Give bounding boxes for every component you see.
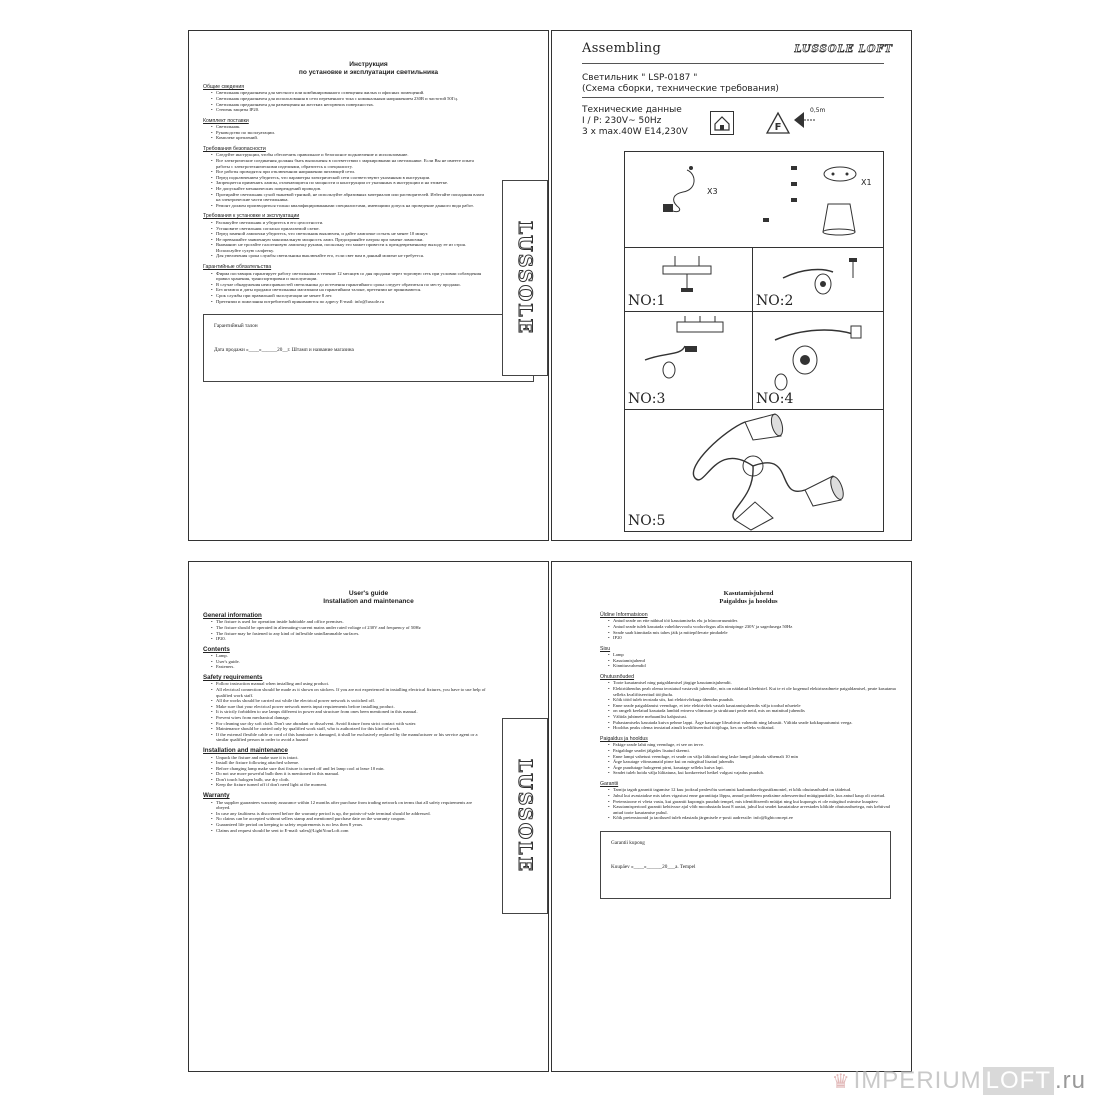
list-item: • Не превышайте заявленную максимальную мощность ламп. Предохраняйте патрон при замене лампочки. bbox=[211, 237, 484, 243]
step-2-cell bbox=[753, 248, 883, 312]
list-item: • Ärge kasutage võimsamaid pirne kui on märgitud lisatud juhendis bbox=[608, 759, 897, 765]
step-4-label: NO:4 bbox=[756, 391, 794, 407]
list-item: • Kasutamisjuhend bbox=[608, 658, 897, 664]
et-section bbox=[600, 781, 897, 821]
svg-text:F: F bbox=[774, 122, 782, 133]
list-item: • Все работы проводятся при отключенном напряжении питающей сети. bbox=[211, 169, 484, 175]
step-2-label: NO:2 bbox=[756, 293, 794, 309]
product-model: Светильник " LSP-0187 " bbox=[582, 73, 698, 83]
section-heading: General information bbox=[203, 611, 262, 619]
list-item: • Протирайте светильник сухой тканевой тряпкой, не используйте абразивных материалов или растворителей. Избегайте попадания влаги на электрические части светильника. bbox=[211, 192, 484, 203]
crown-icon: ♛ bbox=[831, 1070, 851, 1093]
list-item: • Antud seade tuleb kasutada vahelduvvoolu vooluvõrgus alla nimipinge 230V ja sagedusega 50Hz bbox=[608, 624, 897, 630]
list-item: • Срок службы при правильной эксплуатации не менее 8 лет. bbox=[211, 293, 484, 299]
list-item: • Светильник предназначен для размещения на жестких негорючих поверхностях. bbox=[211, 102, 484, 108]
list-item: • Не допускайте механических повреждений проводов. bbox=[211, 186, 484, 192]
list-item: • Claims and request should be sent to E-mail: sales@LightYourLoft.com bbox=[211, 828, 486, 834]
section-heading: Garantii bbox=[600, 780, 619, 787]
section-heading: Installation and maintenance bbox=[203, 747, 288, 754]
lussole-side-logo: LUSSOLE bbox=[502, 180, 548, 376]
bullet-list bbox=[608, 742, 897, 776]
list-item: • Juhul kui avastatakse mis tahes vigastusi enne garantiiaja lõppu, annud probleem peaksime adresseeritud müügipunktile, kus antud kaup oli ostetud. bbox=[608, 793, 897, 799]
bullet-list bbox=[211, 220, 484, 259]
en-section bbox=[203, 613, 486, 642]
bullet-list bbox=[211, 619, 486, 641]
list-item: • Lamp bbox=[608, 652, 897, 658]
assembling-heading: Assembling bbox=[582, 41, 662, 56]
list-item: • Fasteners. bbox=[211, 664, 486, 670]
list-item: • Don't touch halogen bulb, use dry cloth. bbox=[211, 777, 486, 783]
list-item: • The fixture may be fastened to any kind of inflexible uninflammable surfaces. bbox=[211, 631, 486, 637]
divider bbox=[582, 63, 884, 64]
list-item: • Follow instruction manual when installing and using product. bbox=[211, 681, 486, 687]
bullet-list bbox=[608, 618, 897, 640]
list-item: • All electrical connection should be made as it shown on stickers. If you are not experienced in installing electrical fixtures, you have to use help of qualified work staff. bbox=[211, 687, 486, 698]
lussole-side-logo: LUSSOLE bbox=[502, 718, 548, 914]
list-item: • Make sure that your electrical power network meets input requirements before installing product. bbox=[211, 704, 486, 710]
list-item: • Toote kasutamisel ning paigaldamisel järgige kasutamisjuhendit. bbox=[608, 680, 897, 686]
list-item: • Pretensioone ei võeta vastu, kui garantii kupongis puudub tempel, mis identifitseerib müüjat ning kui kupongis ei ole märgitud ostmise kuupäev. bbox=[608, 799, 897, 805]
ru-coupon-line: Дата продажи «____»______20__г. Штамп и название магазина bbox=[214, 347, 354, 354]
qty-x3-label: X3 bbox=[707, 187, 718, 196]
qty-x1-label: X1 bbox=[861, 178, 872, 187]
assembly-diagram-grid bbox=[624, 151, 884, 532]
section-heading: Комплект поставки bbox=[203, 117, 249, 124]
parts-list-cell bbox=[625, 152, 883, 248]
bullet-list bbox=[211, 653, 486, 670]
list-item: • If the external flexible cable or cord of this luminaire is damaged, it shall be exclusively replaced by the manufacturer or his service agent or a similar qualified person in order to avoid a hazard bbox=[211, 732, 486, 743]
english-user-guide-page bbox=[188, 561, 549, 1072]
list-item: • Do not use more powerful bulb then it is mentioned in this manual. bbox=[211, 771, 486, 777]
list-item: • Внимание: не трогайте галогеновую лампочку руками, поскольку это может привести к преждевременному выходу ее из строя. Используйте сухую салфетку. bbox=[211, 242, 484, 253]
list-item: • Kinnitusvahendid bbox=[608, 663, 897, 669]
step-3-label: NO:3 bbox=[628, 391, 666, 407]
brand-logo: LUSSOLE LOFT bbox=[794, 44, 893, 55]
list-item: • Paigaldage seadet jälgides lisatud skeemi. bbox=[608, 748, 897, 754]
et-title: Kasutamisjuhend Paigaldus ja hooldus bbox=[719, 590, 778, 606]
list-item: • The fixture is used for operation inside habitable and office premises. bbox=[211, 619, 486, 625]
section-heading: Safety requirements bbox=[203, 673, 263, 681]
indoor-use-icon bbox=[710, 111, 734, 135]
list-item: • Puhastamiseks kasutada kuiva pehme lappi. Ärge kasutage lihvabivat vahendit ning lahustit. Vältida seade kokkupuutumist veega. bbox=[608, 720, 897, 726]
ru-warranty-coupon bbox=[203, 314, 534, 382]
et-section bbox=[600, 674, 897, 731]
en-sections bbox=[203, 613, 486, 833]
list-item: • Lamp. bbox=[211, 653, 486, 659]
list-item: • on rangelt keelatud kasutada lambid erineva võimsuse ja struktuuri peale neid, mis on mainitud juhendis bbox=[608, 708, 897, 714]
section-heading: Paigaldus ja hooldus bbox=[600, 735, 648, 742]
section-heading: Гарантийные обязательства bbox=[203, 264, 272, 271]
list-item: • Фирма поставщик гарантирует работу светильника в течение 12 месяцев со дня продажи через торговую сеть при условии соблюдения правил хранения, транспортировки и эксплуатации. bbox=[211, 271, 484, 282]
list-item: • Vältida juhtmete mehaanilist kahjustust. bbox=[608, 714, 897, 720]
ru-section bbox=[203, 84, 484, 113]
list-item: • Pakige seade lahti ning veenduge, et see on terve. bbox=[608, 742, 897, 748]
list-item: • IP20. bbox=[211, 636, 486, 642]
list-item: • В случае обнаружения неисправностей светильника до истечения гарантийного срока следует обратиться по месту продажи. bbox=[211, 282, 484, 288]
list-item: • Распакуйте светильник и убедитесь в его целостности. bbox=[211, 220, 484, 226]
step-1-label: NO:1 bbox=[628, 293, 666, 309]
et-coupon-title: Garantii kupong bbox=[611, 839, 645, 846]
list-item: • Комплект креплений. bbox=[211, 135, 484, 141]
list-item: • In case any faultiness is discovered before the warranty period is up, the points-of-sale terminal should be addressed. bbox=[211, 811, 486, 817]
distance-icon: 0,5m bbox=[792, 107, 828, 135]
list-item: • Руководство по эксплуатации. bbox=[211, 130, 484, 136]
list-item: • Для увеличения срока службы светильника выключайте его, если свет вам в данный момент не требуется. bbox=[211, 253, 484, 259]
list-item: • Претензии и пожелания потребителей принимаются по адресу E-mail: info@lussole.ru bbox=[211, 299, 484, 305]
bullet-list bbox=[608, 652, 897, 669]
spec-voltage: I / P: 230V~ 50Hz bbox=[582, 116, 662, 126]
list-item: • Перед подключением убедитесь, что параметры электрической сети соответствуют указанным в инструкции. bbox=[211, 175, 484, 181]
step-5-label: NO:5 bbox=[628, 513, 666, 529]
section-heading: Contents bbox=[203, 645, 230, 653]
russian-instruction-page bbox=[188, 30, 549, 541]
bullet-list bbox=[211, 152, 484, 208]
section-heading: Ohutusnõuded bbox=[600, 673, 635, 680]
list-item: • Antud seade on ette nähtud töö kasutamiseks elu ja büroorruumides bbox=[608, 618, 897, 624]
bullet-list bbox=[211, 755, 486, 789]
list-item: • The supplier guarantees warranty assurance within 12 months after purchase from trading network on terms that all safety requirements are obeyed. bbox=[211, 800, 486, 811]
list-item: • Keep the fixture turned off if don't need light at the moment. bbox=[211, 782, 486, 788]
section-heading: Sisu bbox=[600, 645, 611, 652]
et-coupon-line: Kuupäev «____»______20___a. Tempel bbox=[611, 863, 696, 870]
step-1-cell bbox=[625, 248, 753, 312]
et-sections bbox=[600, 612, 897, 821]
et-section bbox=[600, 612, 897, 641]
spec-title: Технические данные bbox=[582, 105, 682, 115]
list-item: • Prevent wires from mechanical damage. bbox=[211, 715, 486, 721]
spec-lamps: 3 x max.40W E14,230V bbox=[582, 127, 688, 137]
ru-coupon-title: Гарантийный талон bbox=[214, 323, 258, 330]
en-section bbox=[203, 647, 486, 670]
list-item: • Перед заменой лампочки убедитесь, что светильник выключен, и дайте лампочке остыть не менее 10 минут. bbox=[211, 231, 484, 237]
section-heading: Üldine Informatsioon bbox=[600, 611, 648, 618]
list-item: • Запрещается применять лампы, отличающиеся по мощности и конструкции от указанных в инструкции и на этикетке. bbox=[211, 180, 484, 186]
section-heading: Общие сведения bbox=[203, 83, 245, 90]
ru-section bbox=[203, 146, 484, 208]
list-item: • Seadet tuleb hoida välja lülitatuna, kui konkreetsel hetkel valgust vajadus puudub. bbox=[608, 770, 897, 776]
section-heading: Требования к установке и эксплуатации bbox=[203, 213, 300, 220]
bullet-list bbox=[211, 90, 484, 112]
step-4-cell bbox=[753, 312, 883, 410]
list-item: • Tarnija tagab garantii tagamise 12 kuu jooksul pealevõtu soetamist kaubandusvõrgustikmontel, et kõik ohutusnõuded on täidetud. bbox=[608, 787, 897, 793]
list-item: • IP20 bbox=[608, 635, 897, 641]
list-item: • Светильник. bbox=[211, 124, 484, 130]
site-watermark: ♛ IMPERIUM LOFT .ru bbox=[831, 1067, 1086, 1094]
ru-section bbox=[203, 213, 484, 259]
ru-title: Инструкция по установке и эксплуатации светильника bbox=[298, 61, 439, 77]
list-item: • Kõik pretensioonid ja taotlused tuleb edastada järgmisele e-posti aadressile: info@lightconcept.ee bbox=[608, 815, 897, 821]
bullet-list bbox=[608, 680, 897, 730]
list-item: • Ремонт должен производиться только квалифицированными специалистами, имеющими допуск на проведение данного вида работ. bbox=[211, 203, 484, 209]
list-item: • Guaranteed life period on keeping to safety requirements is no less then 8 years. bbox=[211, 822, 486, 828]
bullet-list bbox=[608, 787, 897, 821]
list-item: • Seade saab kinnitada mis tahes jäik ja mittepõlevate pindadele bbox=[608, 630, 897, 636]
ru-sections bbox=[203, 84, 484, 304]
divider bbox=[582, 97, 884, 98]
list-item: • Enne lampi vahetust veenduge, et seade on välja lülitatud ning laske lampil jahtuda vähemalt 10 min bbox=[608, 754, 897, 760]
list-item: • Светильник предназначен для использования в сети переменного тока с номинальным напряжением 230В и частотой 50Гц. bbox=[211, 96, 484, 102]
en-section bbox=[203, 793, 486, 833]
list-item: • Kasutamisperiood garantii kehtivuse ajal võib moodustada kuni 8 aastat, juhul kui seadet kasutatakse arvestades kõikide ohutusnõuetega, mis kehtivad antud toote kasutamise puhul. bbox=[608, 804, 897, 815]
list-item: • No claims can be accepted without sellers stamp and mentioned purchase date on the warranty coupon. bbox=[211, 816, 486, 822]
list-item: • Maintenance should be carried only by qualified work staff, who is authorized for this kind of work. bbox=[211, 726, 486, 732]
en-section bbox=[203, 675, 486, 743]
bullet-list bbox=[211, 124, 484, 141]
list-item: • Все электрические соединения должны быть выполнены в соответствии с маркировками на светильнике. Если Вы не имеете опыта работы с электротехническими изделиями, обратитесь к специалисту. bbox=[211, 158, 484, 169]
assembling-scheme-page bbox=[551, 30, 912, 541]
list-item: • Ärge puudutage halogeeni pirni, kasutage selleks kuiva lapi. bbox=[608, 765, 897, 771]
et-warranty-coupon bbox=[600, 831, 891, 899]
list-item: • The fixture should be operated in alternating-current mains under rated voltage of 230V and frequency of 50Hz bbox=[211, 625, 486, 631]
ru-section bbox=[203, 264, 484, 304]
list-item: • Степень защиты IP20. bbox=[211, 107, 484, 113]
list-item: • Before changing lamp make sure that fixture is turned off and let lamp cool at lease 10 min. bbox=[211, 766, 486, 772]
list-item: • Следуйте инструкции, чтобы обеспечить правильное и безопасное подключение и использование. bbox=[211, 152, 484, 158]
list-item: • For cleaning use dry soft cloth. Don't use abradant or dissolvent. Avoid fixture from strict contact with water. bbox=[211, 721, 486, 727]
list-item: • Unpack the fixture and make sure it is intact. bbox=[211, 755, 486, 761]
list-item: • It is strictly forbidden to use lamps different in power and structure from ones been mentioned in this manual. bbox=[211, 709, 486, 715]
list-item: • Elektriühendus peab olema teostatud vastavalt juhendile, mis on näidatud kleebistel. Kui te ei ole kogenud elektriseadmete paigaldamisel, peate kasutama selleks kvalifitseeritud tööjõudu. bbox=[608, 686, 897, 697]
bullet-list bbox=[211, 271, 484, 305]
estonian-user-guide-page bbox=[551, 561, 912, 1072]
en-section bbox=[203, 748, 486, 788]
flammable-surface-icon bbox=[765, 111, 791, 135]
section-heading: Warranty bbox=[203, 792, 230, 800]
list-item: • Enne seade paigaldamist veenduge, et teie elektrivõrk vastab kasutamisjuhendis välja toodud nõuetele bbox=[608, 703, 897, 709]
ru-section bbox=[203, 118, 484, 141]
en-title: User's guide Installation and maintenance bbox=[323, 590, 414, 606]
step-3-cell bbox=[625, 312, 753, 410]
product-subtitle: (Схема сборки, технические требования) bbox=[582, 84, 779, 94]
list-item: • Hooldus peaks olema teostatud ainult kvalifitseeritud tööjõuga, kes on selleks volitatud. bbox=[608, 725, 897, 731]
bullet-list bbox=[211, 800, 486, 834]
section-heading: Требования безопасности bbox=[203, 145, 266, 152]
list-item: • User's guide. bbox=[211, 659, 486, 665]
list-item: • All the works should be carried out while the electrical power network is switched off. bbox=[211, 698, 486, 704]
step-5-cell bbox=[625, 410, 883, 531]
parts-drawing bbox=[625, 152, 883, 247]
et-section bbox=[600, 736, 897, 776]
list-item: • Светильник предназначен для местного или комбинированного освещения жилых и офисных помещений. bbox=[211, 90, 484, 96]
list-item: • Install the fixture following attached scheme. bbox=[211, 760, 486, 766]
list-item: • Без штампа и даты продажи светильника магазином на гарантийном талоне, претензии не принимаются. bbox=[211, 287, 484, 293]
et-section bbox=[600, 646, 897, 669]
list-item: • Kõik tööd tuleb teostada siis, kui elektrivõrkuga ühendus puudub. bbox=[608, 697, 897, 703]
list-item: • Установите светильник согласно прилагаемой схеме. bbox=[211, 226, 484, 232]
bullet-list bbox=[211, 681, 486, 743]
